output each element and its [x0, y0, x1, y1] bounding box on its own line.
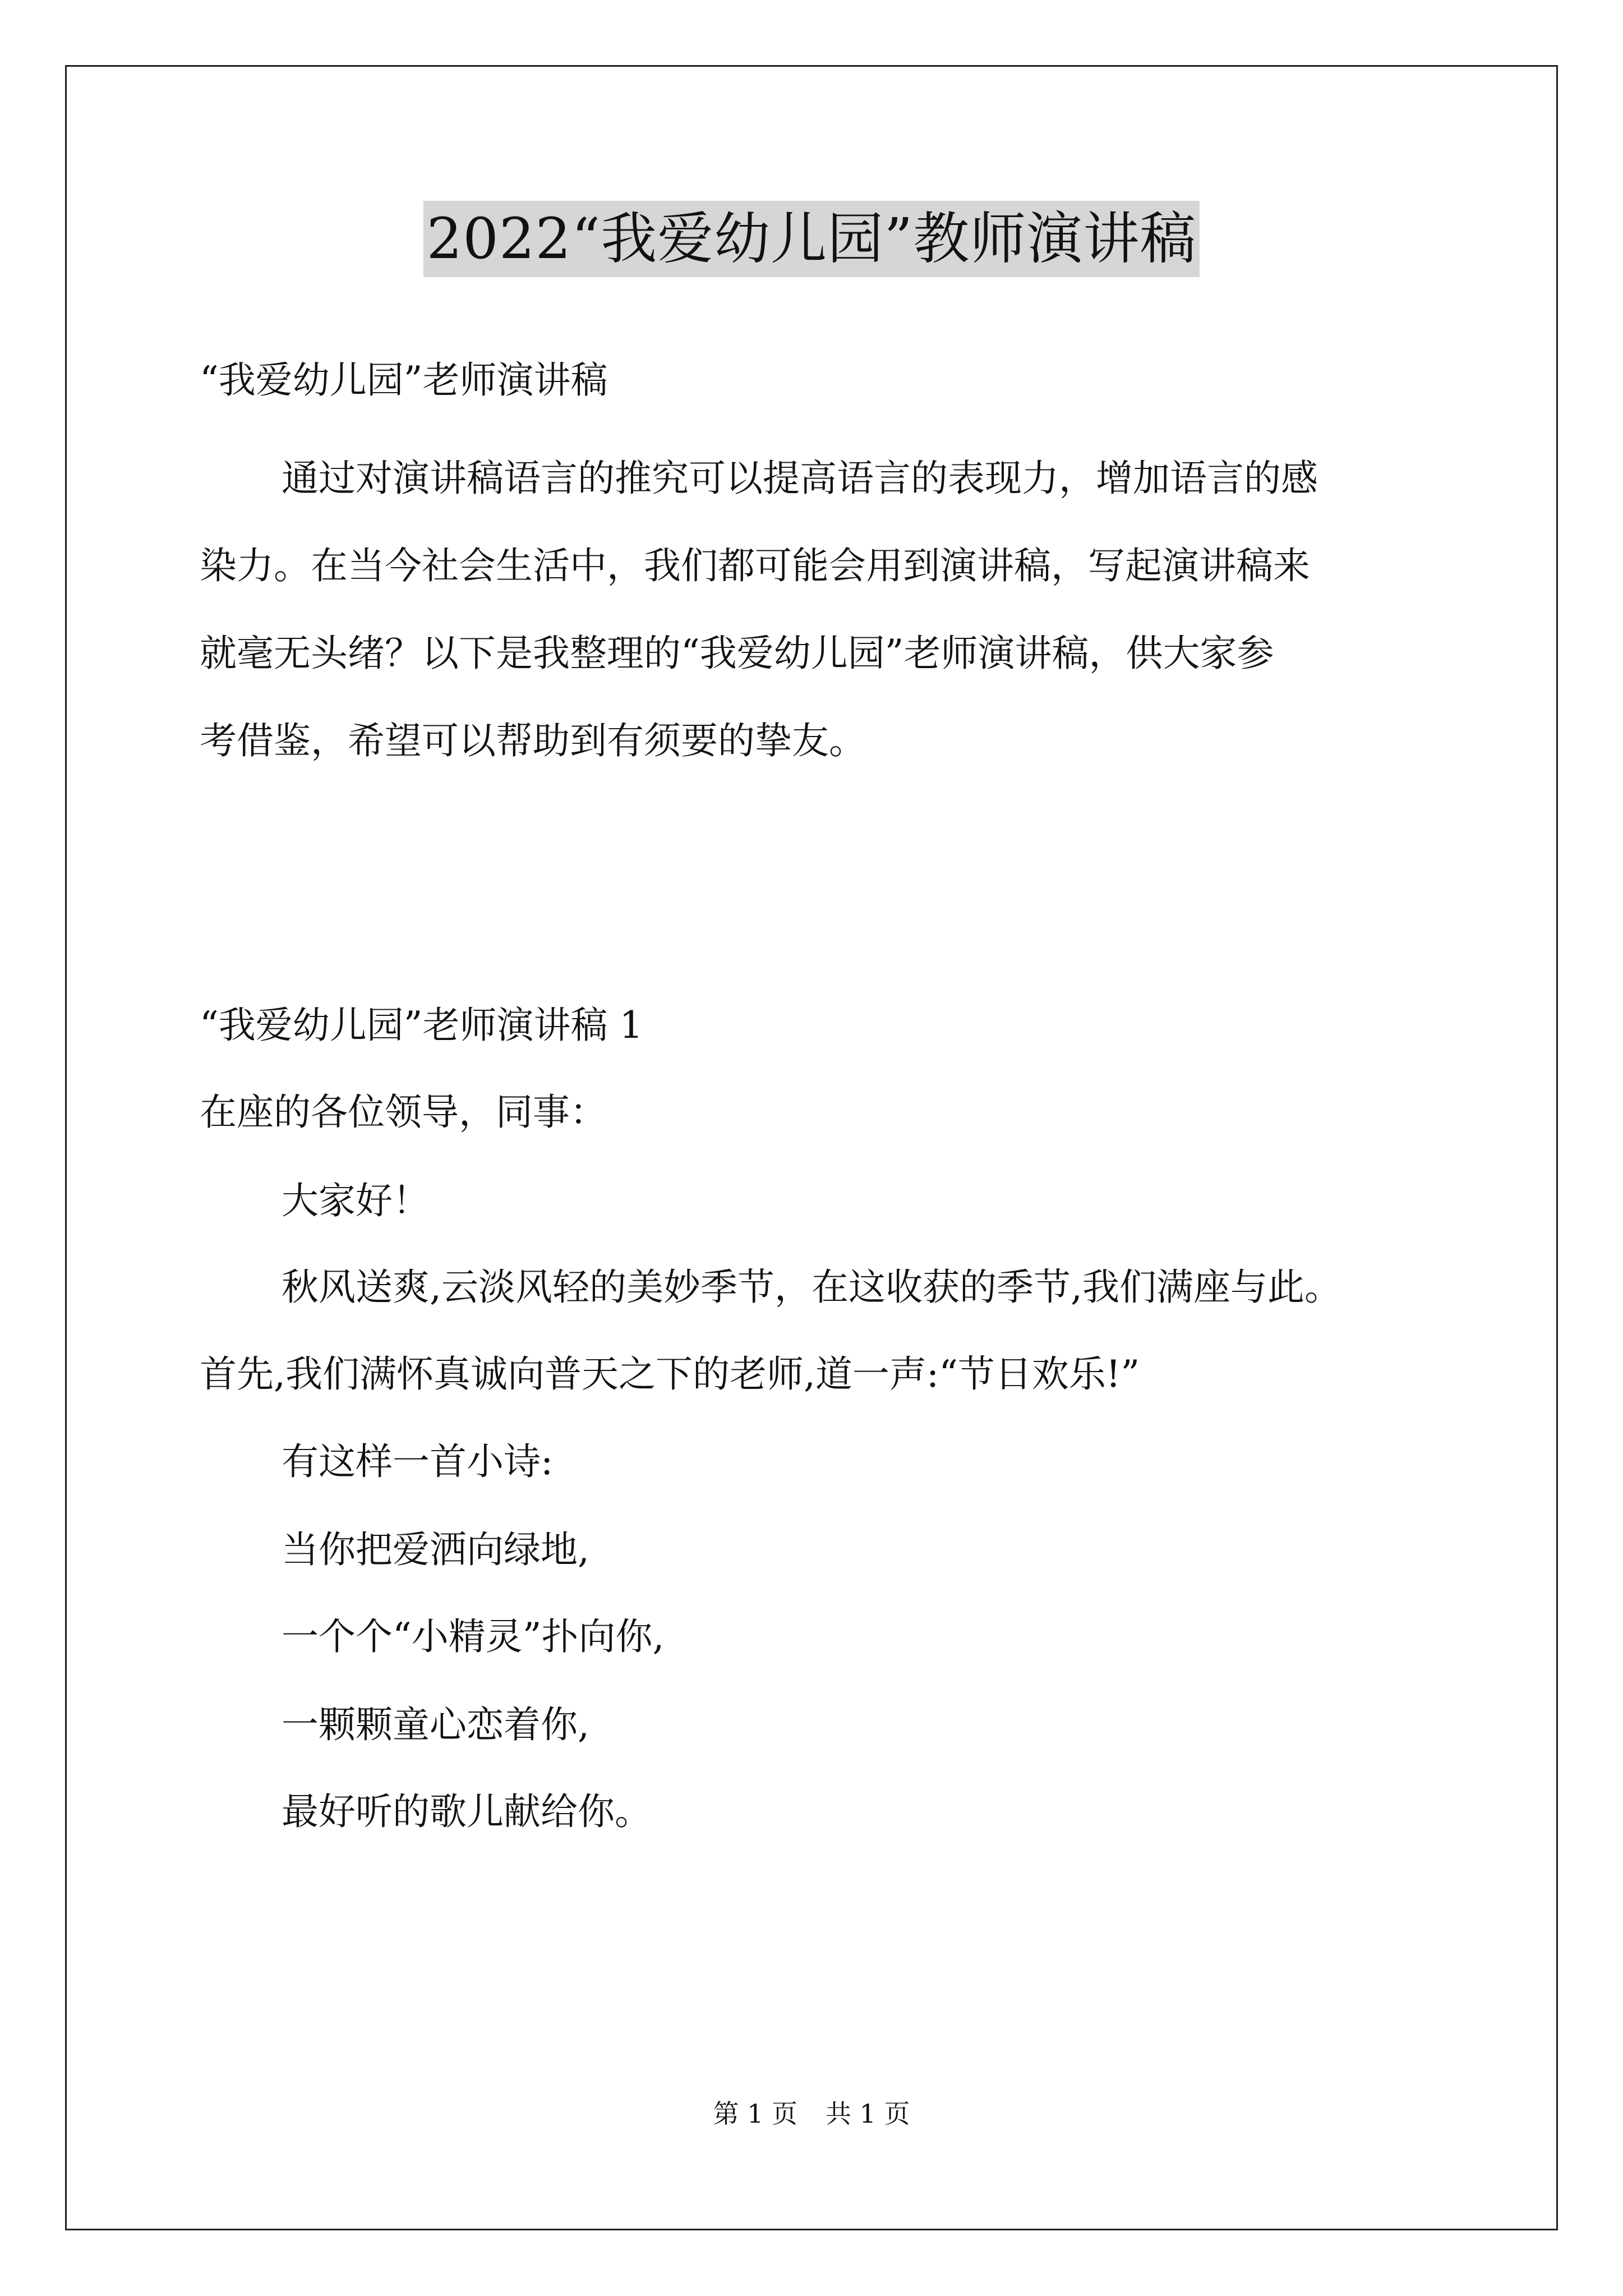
- greeting: 大家好！: [282, 1179, 430, 1222]
- intro-line-1: 通过对演讲稿语言的推究可以提高语言的表现力，增加语言的感: [282, 457, 1318, 500]
- intro-line-3: 就毫无头绪？以下是我整理的“我爱幼儿园”老师演讲稿，供大家参: [200, 632, 1274, 675]
- poem-line-3: 一颗颗童心恋着你,: [282, 1703, 589, 1746]
- section-heading: “我爱幼儿园”老师演讲稿 1: [200, 1004, 643, 1047]
- document-subtitle: “我爱幼儿园”老师演讲稿: [200, 358, 608, 402]
- poem-line-1: 当你把爱洒向绿地,: [282, 1528, 589, 1571]
- page-total: 共 1 页: [826, 2099, 910, 2129]
- document-title: 2022“我爱幼儿园”教师演讲稿: [423, 201, 1200, 277]
- salutation: 在座的各位领导，同事：: [200, 1091, 607, 1134]
- body-line-3: 有这样一首小诗:: [282, 1440, 554, 1483]
- poem-line-4: 最好听的歌儿献给你。: [282, 1790, 652, 1833]
- poem-line-2: 一个个“小精灵”扑向你,: [282, 1615, 665, 1658]
- body-line-2: 首先,我们满怀真诚向普天之下的老师,道一声:“节日欢乐!”: [200, 1352, 1140, 1396]
- page-number: 第 1 页: [713, 2099, 797, 2129]
- page-footer: [0, 2097, 1623, 2131]
- body-line-1: 秋风送爽,云淡风轻的美妙季节，在这收获的季节,我们满座与此。: [282, 1266, 1341, 1309]
- title-container: [0, 201, 1623, 277]
- intro-line-2: 染力。在当今社会生活中，我们都可能会用到演讲稿，写起演讲稿来: [200, 544, 1310, 587]
- intro-line-4: 考借鉴，希望可以帮助到有须要的挚友。: [200, 719, 866, 762]
